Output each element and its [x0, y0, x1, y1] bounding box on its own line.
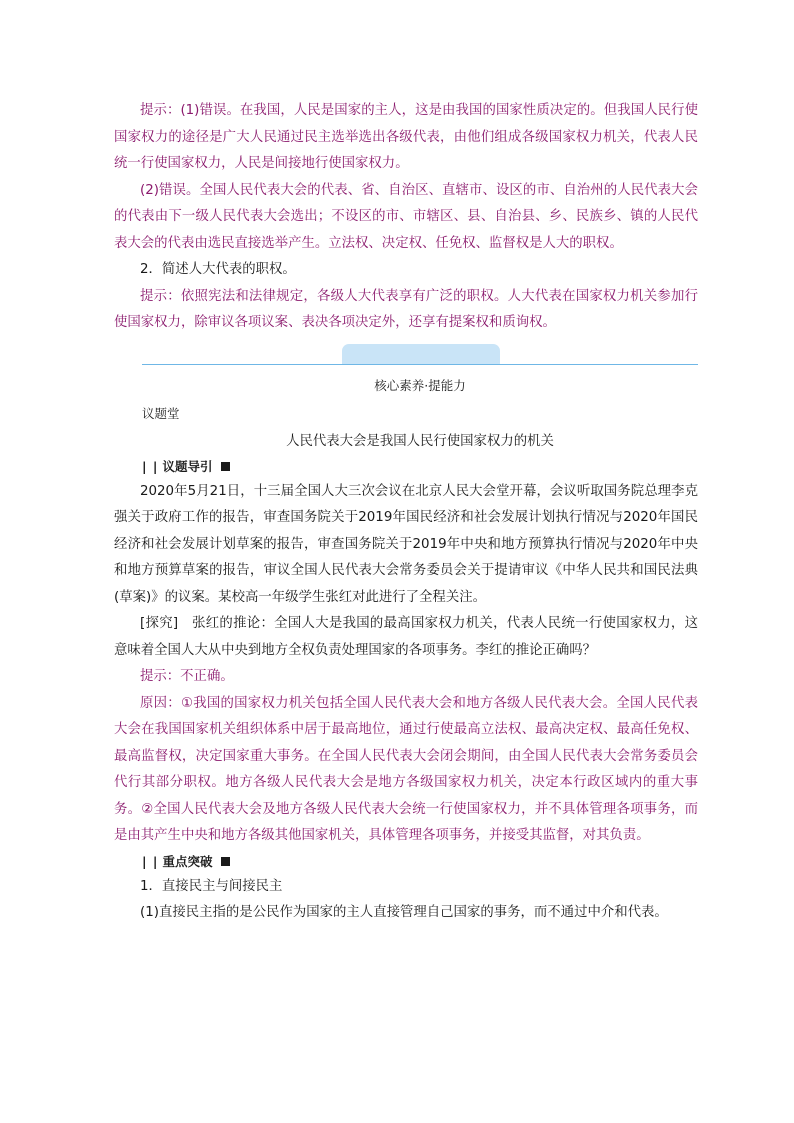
section-divider	[142, 341, 698, 369]
page-content	[114, 98, 698, 927]
key-item-1: 1．直接民主与间接民主	[140, 878, 283, 894]
tip-label: 提示：	[140, 103, 181, 118]
reason-paragraph: 原因：①我国的国家权力机关包括全国人民代表大会和地方各级人民代表大会。全国人民代表大会在我国国家机关组织体系中居于最高地位，通过行使最高立法权、最高决定权、最高任免权、最高监督权，决定国家重大事务。在全国人民代表大会闭会期间，由全国人民代表大会常务委员会代行其部分职权。地方各级人民代表大会是地方各级国家权力机关，决定本行政区域内的重大事务。②全国人民代表大会及地方各级人民代表大会统一行使国家权力，并不具体管理各项事务，而是由其产生中央和地方各级其他国家机关，具体管理各项事务，并接受其监督，对其负责。	[114, 695, 698, 843]
topic-label: 议题堂	[142, 405, 180, 421]
key-item-1-text: (1)直接民主指的是公民作为国家的主人直接管理自己国家的事务，而不通过中介和代表。	[140, 905, 668, 920]
tip-text: 不正确。	[180, 669, 234, 684]
square-icon	[221, 857, 230, 866]
tip-label: 提示：	[140, 669, 181, 684]
answer-paragraph-1	[114, 98, 698, 178]
answer-paragraph-2: (2)错误。全国人民代表大会的代表、省、自治区、直辖市、设区的市、自治州的人民代表大会的代表由下一级人民代表大会选出；不设区的市、市辖区、县、自治县、乡、民族乡、镇的人民代表大会的代表由选民直接选举产生。立法权、决定权、任免权、监督权是人大的职权。	[114, 182, 698, 251]
answer-text-3: 依照宪法和法律规定，各级人大代表享有广泛的职权。人大代表在国家权力机关参加行使国家权力，除审议各项议案、表决各项决定外，还享有提案权和质询权。	[114, 288, 699, 330]
answer-paragraph-3	[114, 284, 698, 337]
section-tab	[342, 344, 500, 364]
guide-tip	[114, 664, 698, 691]
key-header	[114, 850, 698, 874]
tip-label: 提示：	[140, 288, 181, 304]
answer-text-1: (1)错误。在我国，人民是国家的主人，这是由我国的国家性质决定的。但我国人民行使国家权力的途径是广大人民通过民主选举选出各级代表，由他们组成各级国家权力机关，代表人民统一行使国家权力，人民是间接地行使国家权力。	[114, 103, 699, 171]
topic-heading: 人民代表大会是我国人民行使国家权力的机关	[286, 433, 554, 449]
guide-bars-icon: | |	[142, 458, 159, 474]
question-2: 2．简述人大代表的职权。	[140, 262, 296, 277]
square-icon	[221, 462, 230, 471]
key-bars-icon: | |	[142, 853, 159, 869]
section-title: 核心素养·提能力	[374, 377, 466, 393]
guide-header	[114, 455, 698, 479]
key-label: 重点突破	[162, 853, 213, 869]
guide-intro: 2020年5月21日，十三届全国人大三次会议在北京人民大会堂开幕，会议听取国务院总理李克强关于政府工作的报告，审查国务院关于2019年国民经济和社会发展计划执行情况与2020年国民经济和社会发展计划草案的报告，审查国务院关于2019年中央和地方预算执行情况与2020年中央和地方预算草案的报告，审议全国人民代表大会常务委员会关于提请审议《中华人民共和国民法典(草案)》的议案。某校高一年级学生张红对此进行了全程关注。	[114, 483, 698, 605]
guide-label: 议题导引	[162, 458, 213, 474]
explore-question: [探究] 张红的推论：全国人大是我国的最高国家权力机关，代表人民统一行使国家权力，这意味着全国人大从中央到地方全权负责处理国家的各项事务。李红的推论正确吗？	[114, 616, 698, 658]
divider-line	[142, 364, 698, 365]
